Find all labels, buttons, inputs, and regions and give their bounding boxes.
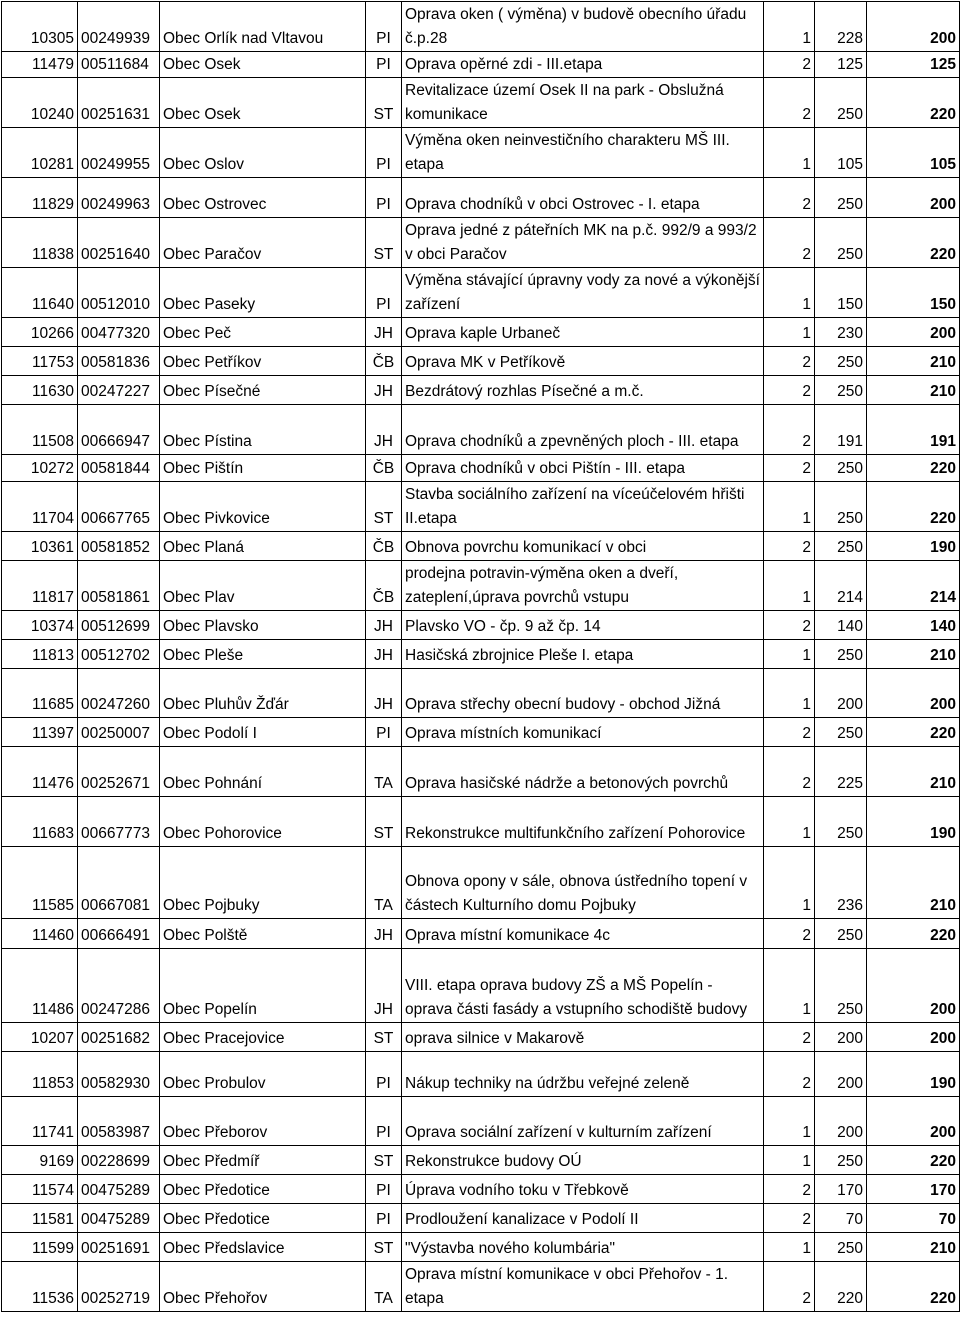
cell-project: Nákup techniky na údržbu veřejné zeleně [402, 1052, 764, 1097]
table-row [2, 949, 960, 1023]
table-row [2, 611, 960, 640]
cell-ico: 00252719 [78, 1262, 160, 1312]
cell-district: JH [366, 919, 402, 949]
cell-priority: 1 [764, 847, 815, 919]
cell-district: PI [366, 128, 402, 178]
cell-municipality: Obec Pluhův Žďár [160, 669, 366, 718]
cell-id: 10374 [2, 611, 78, 640]
cell-ico: 00512702 [78, 640, 160, 669]
cell-grant: 170 [867, 1175, 960, 1204]
cell-priority: 2 [764, 1204, 815, 1233]
cell-requested: 250 [815, 347, 867, 376]
cell-municipality: Obec Předslavice [160, 1233, 366, 1262]
table-row [2, 376, 960, 405]
table-row [2, 1023, 960, 1052]
cell-grant: 200 [867, 1023, 960, 1052]
cell-grant: 210 [867, 347, 960, 376]
cell-grant: 200 [867, 2, 960, 52]
cell-requested: 250 [815, 949, 867, 1023]
cell-priority: 2 [764, 376, 815, 405]
cell-district: PI [366, 1097, 402, 1146]
cell-project: Oprava oken ( výměna) v budově obecního úřadu č.p.28 [402, 2, 764, 52]
cell-requested: 200 [815, 669, 867, 718]
cell-project: oprava silnice v Makarově [402, 1023, 764, 1052]
cell-district: JH [366, 640, 402, 669]
cell-ico: 00475289 [78, 1204, 160, 1233]
cell-project: Obnova opony v sále, obnova ústředního topení v částech Kulturního domu Pojbuky [402, 847, 764, 919]
cell-ico: 00512699 [78, 611, 160, 640]
table-row [2, 52, 960, 78]
cell-project: Oprava chodníků v obci Pištín - III. etapa [402, 455, 764, 482]
cell-requested: 250 [815, 532, 867, 561]
cell-priority: 2 [764, 718, 815, 747]
cell-district: ČB [366, 347, 402, 376]
cell-project: Rekonstrukce multifunkčního zařízení Pohorovice [402, 797, 764, 847]
cell-district: PI [366, 1052, 402, 1097]
cell-district: JH [366, 611, 402, 640]
cell-district: PI [366, 268, 402, 318]
cell-project: Úprava vodního toku v Třebkově [402, 1175, 764, 1204]
cell-project: Rekonstrukce budovy OÚ [402, 1146, 764, 1175]
cell-priority: 2 [764, 52, 815, 78]
cell-requested: 140 [815, 611, 867, 640]
cell-priority: 2 [764, 78, 815, 128]
cell-id: 11817 [2, 561, 78, 611]
cell-ico: 00251631 [78, 78, 160, 128]
cell-id: 11585 [2, 847, 78, 919]
table-row [2, 2, 960, 52]
cell-priority: 2 [764, 347, 815, 376]
cell-requested: 200 [815, 1097, 867, 1146]
table-row [2, 561, 960, 611]
table-row [2, 128, 960, 178]
cell-priority: 1 [764, 669, 815, 718]
cell-ico: 00667765 [78, 482, 160, 532]
cell-requested: 214 [815, 561, 867, 611]
cell-requested: 250 [815, 455, 867, 482]
cell-district: PI [366, 718, 402, 747]
cell-priority: 2 [764, 532, 815, 561]
table-row [2, 1262, 960, 1312]
cell-district: PI [366, 52, 402, 78]
cell-id: 11753 [2, 347, 78, 376]
cell-id: 10240 [2, 78, 78, 128]
cell-id: 11683 [2, 797, 78, 847]
table-row [2, 718, 960, 747]
cell-ico: 00581852 [78, 532, 160, 561]
cell-municipality: Obec Pištín [160, 455, 366, 482]
cell-id: 10272 [2, 455, 78, 482]
cell-project: Oprava chodníků v obci Ostrovec - I. etapa [402, 178, 764, 218]
cell-requested: 225 [815, 747, 867, 797]
cell-requested: 228 [815, 2, 867, 52]
cell-district: ST [366, 482, 402, 532]
cell-ico: 00247260 [78, 669, 160, 718]
cell-id: 9169 [2, 1146, 78, 1175]
cell-project: Obnova povrchu komunikací v obci [402, 532, 764, 561]
cell-district: ČB [366, 532, 402, 561]
cell-id: 11574 [2, 1175, 78, 1204]
cell-id: 10361 [2, 532, 78, 561]
cell-priority: 2 [764, 611, 815, 640]
cell-id: 11630 [2, 376, 78, 405]
cell-grant: 210 [867, 847, 960, 919]
table-row [2, 482, 960, 532]
cell-requested: 250 [815, 718, 867, 747]
cell-municipality: Obec Pístina [160, 405, 366, 455]
cell-priority: 1 [764, 640, 815, 669]
cell-requested: 220 [815, 1262, 867, 1312]
cell-ico: 00251691 [78, 1233, 160, 1262]
cell-id: 11581 [2, 1204, 78, 1233]
cell-ico: 00228699 [78, 1146, 160, 1175]
table-row [2, 78, 960, 128]
cell-requested: 250 [815, 376, 867, 405]
table-row [2, 1175, 960, 1204]
cell-municipality: Obec Petříkov [160, 347, 366, 376]
cell-municipality: Obec Ostrovec [160, 178, 366, 218]
cell-district: ST [366, 1023, 402, 1052]
cell-requested: 191 [815, 405, 867, 455]
cell-requested: 230 [815, 318, 867, 347]
cell-municipality: Obec Předmíř [160, 1146, 366, 1175]
cell-priority: 2 [764, 1175, 815, 1204]
cell-id: 11397 [2, 718, 78, 747]
cell-priority: 1 [764, 2, 815, 52]
cell-municipality: Obec Předotice [160, 1204, 366, 1233]
cell-requested: 200 [815, 1023, 867, 1052]
table-row [2, 847, 960, 919]
cell-requested: 105 [815, 128, 867, 178]
cell-id: 11460 [2, 919, 78, 949]
cell-ico: 00249939 [78, 2, 160, 52]
cell-municipality: Obec Popelín [160, 949, 366, 1023]
cell-municipality: Obec Probulov [160, 1052, 366, 1097]
cell-project: Hasičská zbrojnice Pleše I. etapa [402, 640, 764, 669]
cell-municipality: Obec Osek [160, 52, 366, 78]
table-row [2, 268, 960, 318]
table-row [2, 178, 960, 218]
cell-grant: 191 [867, 405, 960, 455]
cell-municipality: Obec Pohnání [160, 747, 366, 797]
cell-project: Oprava sociální zařízení v kulturním zařízení [402, 1097, 764, 1146]
cell-priority: 1 [764, 1233, 815, 1262]
cell-requested: 250 [815, 78, 867, 128]
cell-priority: 2 [764, 1262, 815, 1312]
cell-ico: 00581844 [78, 455, 160, 482]
cell-priority: 2 [764, 218, 815, 268]
cell-priority: 1 [764, 561, 815, 611]
cell-grant: 220 [867, 919, 960, 949]
table-row [2, 669, 960, 718]
cell-ico: 00583987 [78, 1097, 160, 1146]
cell-project: Prodloužení kanalizace v Podolí II [402, 1204, 764, 1233]
cell-grant: 190 [867, 797, 960, 847]
cell-requested: 70 [815, 1204, 867, 1233]
table-row [2, 640, 960, 669]
cell-ico: 00512010 [78, 268, 160, 318]
cell-municipality: Obec Podolí I [160, 718, 366, 747]
cell-ico: 00247286 [78, 949, 160, 1023]
cell-grant: 220 [867, 218, 960, 268]
cell-priority: 1 [764, 949, 815, 1023]
cell-project: Oprava chodníků a zpevněných ploch - III. etapa [402, 405, 764, 455]
cell-project: Oprava místní komunikace 4c [402, 919, 764, 949]
cell-requested: 250 [815, 1146, 867, 1175]
cell-municipality: Obec Písečné [160, 376, 366, 405]
cell-project: VIII. etapa oprava budovy ZŠ a MŠ Popelín - oprava části fasády a vstupního schodiště budovy [402, 949, 764, 1023]
cell-project: prodejna potravin-výměna oken a dveří, zateplení,úprava povrchů vstupu [402, 561, 764, 611]
cell-grant: 210 [867, 376, 960, 405]
cell-id: 11486 [2, 949, 78, 1023]
table-row [2, 218, 960, 268]
cell-priority: 1 [764, 1146, 815, 1175]
cell-district: ST [366, 797, 402, 847]
cell-municipality: Obec Peč [160, 318, 366, 347]
cell-project: Oprava jedné z páteřních MK na p.č. 992/9 a 993/2 v obci Paračov [402, 218, 764, 268]
cell-ico: 00249955 [78, 128, 160, 178]
cell-municipality: Obec Pohorovice [160, 797, 366, 847]
cell-grant: 200 [867, 949, 960, 1023]
table-row [2, 318, 960, 347]
cell-ico: 00666491 [78, 919, 160, 949]
cell-requested: 236 [815, 847, 867, 919]
table-row [2, 1233, 960, 1262]
table-body [2, 2, 960, 1312]
cell-district: ST [366, 1233, 402, 1262]
cell-requested: 250 [815, 178, 867, 218]
cell-id: 11853 [2, 1052, 78, 1097]
cell-municipality: Obec Plav [160, 561, 366, 611]
cell-municipality: Obec Přeborov [160, 1097, 366, 1146]
cell-priority: 1 [764, 1097, 815, 1146]
cell-project: Bezdrátový rozhlas Písečné a m.č. [402, 376, 764, 405]
cell-district: JH [366, 318, 402, 347]
cell-district: JH [366, 376, 402, 405]
cell-project: Revitalizace území Osek II na park - Obslužná komunikace [402, 78, 764, 128]
cell-municipality: Obec Paseky [160, 268, 366, 318]
cell-grant: 70 [867, 1204, 960, 1233]
cell-requested: 200 [815, 1052, 867, 1097]
cell-municipality: Obec Přehořov [160, 1262, 366, 1312]
cell-municipality: Obec Pojbuky [160, 847, 366, 919]
cell-id: 11704 [2, 482, 78, 532]
cell-grant: 200 [867, 318, 960, 347]
cell-requested: 250 [815, 482, 867, 532]
cell-requested: 150 [815, 268, 867, 318]
cell-district: TA [366, 847, 402, 919]
cell-priority: 2 [764, 747, 815, 797]
cell-project: "Výstavba nového kolumbária" [402, 1233, 764, 1262]
cell-requested: 250 [815, 797, 867, 847]
cell-district: PI [366, 1175, 402, 1204]
cell-grant: 200 [867, 178, 960, 218]
cell-project: Výměna stávající úpravny vody za nové a výkonější zařízení [402, 268, 764, 318]
cell-priority: 2 [764, 1052, 815, 1097]
cell-priority: 1 [764, 482, 815, 532]
table-row [2, 405, 960, 455]
cell-grant: 220 [867, 455, 960, 482]
cell-grant: 125 [867, 52, 960, 78]
cell-municipality: Obec Pivkovice [160, 482, 366, 532]
cell-id: 10305 [2, 2, 78, 52]
cell-grant: 210 [867, 747, 960, 797]
cell-requested: 125 [815, 52, 867, 78]
cell-grant: 220 [867, 482, 960, 532]
cell-requested: 250 [815, 218, 867, 268]
cell-priority: 2 [764, 1023, 815, 1052]
cell-priority: 1 [764, 318, 815, 347]
table-row [2, 532, 960, 561]
table-row [2, 1097, 960, 1146]
cell-grant: 210 [867, 1233, 960, 1262]
cell-district: JH [366, 949, 402, 1023]
cell-district: JH [366, 669, 402, 718]
cell-id: 10207 [2, 1023, 78, 1052]
cell-municipality: Obec Planá [160, 532, 366, 561]
cell-municipality: Obec Předotice [160, 1175, 366, 1204]
cell-grant: 214 [867, 561, 960, 611]
cell-grant: 190 [867, 1052, 960, 1097]
table-row [2, 1204, 960, 1233]
cell-district: JH [366, 405, 402, 455]
cell-district: ST [366, 1146, 402, 1175]
cell-district: PI [366, 2, 402, 52]
cell-priority: 1 [764, 797, 815, 847]
cell-grant: 220 [867, 1146, 960, 1175]
cell-id: 10266 [2, 318, 78, 347]
table-row [2, 455, 960, 482]
cell-id: 11599 [2, 1233, 78, 1262]
cell-id: 11476 [2, 747, 78, 797]
cell-district: ČB [366, 455, 402, 482]
cell-priority: 2 [764, 405, 815, 455]
cell-id: 11741 [2, 1097, 78, 1146]
cell-district: ST [366, 78, 402, 128]
cell-ico: 00251682 [78, 1023, 160, 1052]
cell-grant: 220 [867, 78, 960, 128]
cell-priority: 2 [764, 178, 815, 218]
cell-district: TA [366, 1262, 402, 1312]
cell-ico: 00477320 [78, 318, 160, 347]
table-row [2, 919, 960, 949]
cell-project: Oprava místní komunikace v obci Přehořov - 1. etapa [402, 1262, 764, 1312]
cell-requested: 250 [815, 919, 867, 949]
cell-grant: 190 [867, 532, 960, 561]
cell-project: Oprava kaple Urbaneč [402, 318, 764, 347]
cell-id: 11685 [2, 669, 78, 718]
cell-ico: 00247227 [78, 376, 160, 405]
cell-priority: 2 [764, 919, 815, 949]
cell-ico: 00666947 [78, 405, 160, 455]
cell-grant: 200 [867, 1097, 960, 1146]
table-row [2, 1052, 960, 1097]
cell-ico: 00475289 [78, 1175, 160, 1204]
cell-grant: 220 [867, 718, 960, 747]
cell-requested: 170 [815, 1175, 867, 1204]
cell-priority: 1 [764, 128, 815, 178]
cell-ico: 00511684 [78, 52, 160, 78]
cell-requested: 250 [815, 1233, 867, 1262]
cell-ico: 00667773 [78, 797, 160, 847]
cell-priority: 2 [764, 455, 815, 482]
cell-requested: 250 [815, 640, 867, 669]
cell-id: 11479 [2, 52, 78, 78]
cell-priority: 1 [764, 268, 815, 318]
cell-municipality: Obec Polště [160, 919, 366, 949]
table-row [2, 347, 960, 376]
table-row [2, 747, 960, 797]
cell-grant: 220 [867, 1262, 960, 1312]
cell-municipality: Obec Paračov [160, 218, 366, 268]
cell-ico: 00581861 [78, 561, 160, 611]
cell-ico: 00251640 [78, 218, 160, 268]
cell-project: Výměna oken neinvestičního charakteru MŠ III. etapa [402, 128, 764, 178]
cell-district: PI [366, 178, 402, 218]
cell-id: 11508 [2, 405, 78, 455]
cell-grant: 210 [867, 640, 960, 669]
cell-municipality: Obec Orlík nad Vltavou [160, 2, 366, 52]
cell-district: ST [366, 218, 402, 268]
cell-id: 11838 [2, 218, 78, 268]
table-row [2, 797, 960, 847]
cell-project: Oprava hasičské nádrže a betonových povrchů [402, 747, 764, 797]
cell-project: Stavba sociálního zařízení na víceúčelovém hřišti II.etapa [402, 482, 764, 532]
cell-project: Oprava opěrné zdi - III.etapa [402, 52, 764, 78]
cell-district: TA [366, 747, 402, 797]
cell-id: 11813 [2, 640, 78, 669]
table-row [2, 1146, 960, 1175]
cell-municipality: Obec Osek [160, 78, 366, 128]
cell-project: Oprava místních komunikací [402, 718, 764, 747]
cell-ico: 00249963 [78, 178, 160, 218]
cell-grant: 140 [867, 611, 960, 640]
cell-ico: 00667081 [78, 847, 160, 919]
cell-district: PI [366, 1204, 402, 1233]
cell-grant: 150 [867, 268, 960, 318]
cell-id: 11640 [2, 268, 78, 318]
cell-id: 10281 [2, 128, 78, 178]
cell-id: 11829 [2, 178, 78, 218]
cell-grant: 200 [867, 669, 960, 718]
cell-grant: 105 [867, 128, 960, 178]
cell-municipality: Obec Pracejovice [160, 1023, 366, 1052]
cell-municipality: Obec Plavsko [160, 611, 366, 640]
cell-project: Oprava MK v Petříkově [402, 347, 764, 376]
cell-ico: 00581836 [78, 347, 160, 376]
cell-ico: 00250007 [78, 718, 160, 747]
cell-ico: 00582930 [78, 1052, 160, 1097]
cell-project: Plavsko VO - čp. 9 až čp. 14 [402, 611, 764, 640]
cell-district: ČB [366, 561, 402, 611]
cell-project: Oprava střechy obecní budovy - obchod Jižná [402, 669, 764, 718]
cell-municipality: Obec Pleše [160, 640, 366, 669]
grant-table [1, 1, 960, 1312]
cell-id: 11536 [2, 1262, 78, 1312]
cell-ico: 00252671 [78, 747, 160, 797]
cell-municipality: Obec Oslov [160, 128, 366, 178]
